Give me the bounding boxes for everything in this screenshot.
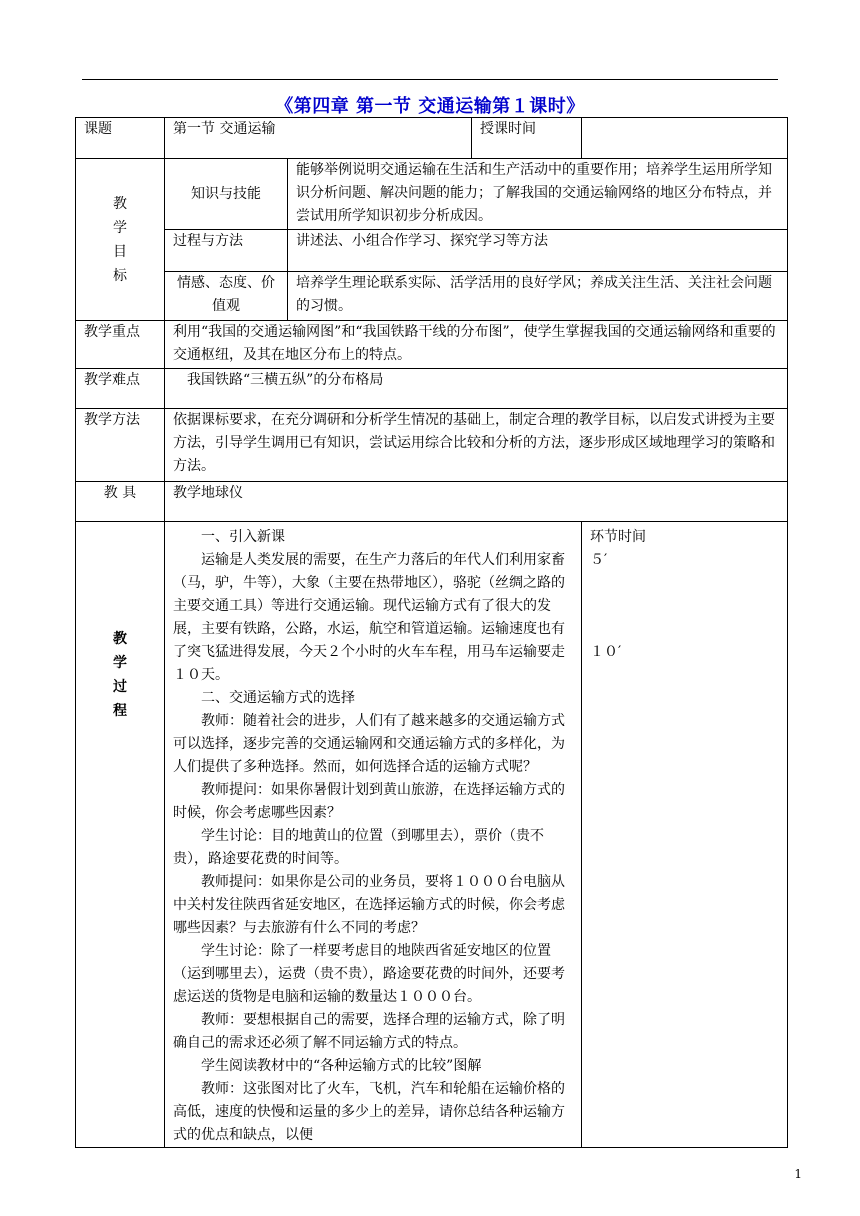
row-difficulties (76, 369, 788, 409)
process-paragraph: 二、交通运输方式的选择 (201, 690, 355, 706)
row-objective-process (76, 230, 788, 272)
process-paragraph: 教师提问：如果你是公司的业务员，要将１０００台电脑从中关村发往陕西省延安地区，在选择运输方式的时候，你会考虑哪些因素？与去旅游有什么不同的考虑？ (173, 874, 565, 936)
objective-text: 能够举例说明交通运输在生活和生产活动中的重要作用；培养学生运用所学知识分析问题、解决问题的能力；了解我国的交通运输网络的地区分布特点，并尝试用所学知识初步分析成因。 (288, 159, 788, 230)
time-label: 授课时间 (472, 118, 582, 159)
process-label: 教 学 过 程 (76, 522, 165, 1148)
objective-text: 讲述法、小组合作学习、探究学习等方法 (288, 230, 788, 272)
objectives-label: 教 学 目 标 (76, 159, 165, 321)
row-objective-attitude (76, 272, 788, 321)
subject-label: 课题 (76, 118, 165, 159)
objective-text: 培养学生理论联系实际、活学活用的良好学风；养成关注生活、关注社会问题的习惯。 (288, 272, 788, 321)
time-value (582, 118, 788, 159)
time-header: 环节时间 (590, 529, 647, 545)
process-paragraph: 教师：这张图对比了火车，飞机，汽车和轮船在运输价格的高低，速度的快慢和运量的多少上的差异，请你总结各种运输方式的优点和缺点，以便 (173, 1081, 565, 1143)
objective-label: 过程与方法 (165, 230, 288, 272)
process-paragraph: 学生讨论：除了一样要考虑目的地陕西省延安地区的位置（运到哪里去），运费（贵不贵），路途要花费的时间外，还要考虑运送的货物是电脑和运输的数量达１０００台。 (173, 943, 565, 1005)
process-paragraph: 教师提问：如果你暑假计划到黄山旅游，在选择运输方式的时候，你会考虑哪些因素？ (173, 782, 565, 821)
process-time-column (582, 522, 788, 1148)
row-tools (76, 482, 788, 522)
tools-text: 教学地球仪 (165, 482, 788, 522)
process-paragraph: 教师：要想根据自己的需要，选择合理的运输方式，除了明确自己的需求还必须了解不同运输方式的特点。 (173, 1012, 565, 1051)
difficulties-text: 我国铁路“三横五纵”的分布格局 (165, 369, 788, 409)
tools-label: 教 具 (76, 482, 165, 522)
document-title: 《第四章 第一节 交通运输第１课时》 (275, 96, 585, 117)
objective-label: 知识与技能 (165, 159, 288, 230)
row-methods (76, 409, 788, 482)
lesson-plan-table (75, 117, 788, 1148)
row-subject (76, 118, 788, 159)
row-process (76, 522, 788, 1148)
process-paragraph: 学生讨论：目的地黄山的位置（到哪里去），票价（贵不贵），路途要花费的时间等。 (173, 828, 544, 867)
objective-label: 情感、态度、价值观 (165, 272, 288, 321)
subject-value: 第一节 交通运输 (165, 118, 472, 159)
process-paragraph: 学生阅读教材中的“各种运输方式的比较”图解 (201, 1058, 482, 1074)
time-value: １０′ (590, 644, 622, 660)
header-rule (82, 79, 778, 80)
methods-text: 依据课标要求，在充分调研和分析学生情况的基础上，制定合理的教学目标，以启发式讲授为主要方法，引导学生调用已有知识，尝试运用综合比较和分析的方法，逐步形成区域地理学习的策略和方法。 (165, 409, 788, 482)
key-points-label: 教学重点 (76, 321, 165, 369)
page-number: 1 (794, 1167, 802, 1181)
row-objective-knowledge (76, 159, 788, 230)
difficulties-label: 教学难点 (76, 369, 165, 409)
process-paragraph: 运输是人类发展的需要，在生产力落后的年代人们利用家畜（马，驴，牛等），大象（主要在热带地区），骆驼（丝绸之路的主要交通工具）等进行交通运输。现代运输方式有了很大的发展，主要有铁路，公路，水运，航空和管道运输。运输速度也有了突飞猛进得发展，今天２个小时的火车车程，用马车运输要走１０天。 (173, 552, 565, 683)
row-key-points (76, 321, 788, 369)
process-content (165, 522, 582, 1148)
time-value: ５′ (590, 552, 608, 568)
process-paragraph: 一、引入新课 (201, 529, 285, 545)
methods-label: 教学方法 (76, 409, 165, 482)
key-points-text: 利用“我国的交通运输网图”和“我国铁路干线的分布图”，使学生掌握我国的交通运输网络和重要的交通枢纽，及其在地区分布上的特点。 (165, 321, 788, 369)
process-paragraph: 教师：随着社会的进步，人们有了越来越多的交通运输方式可以选择，逐步完善的交通运输网和交通运输方式的多样化，为人们提供了多种选择。然而，如何选择合适的运输方式呢？ (173, 713, 565, 775)
